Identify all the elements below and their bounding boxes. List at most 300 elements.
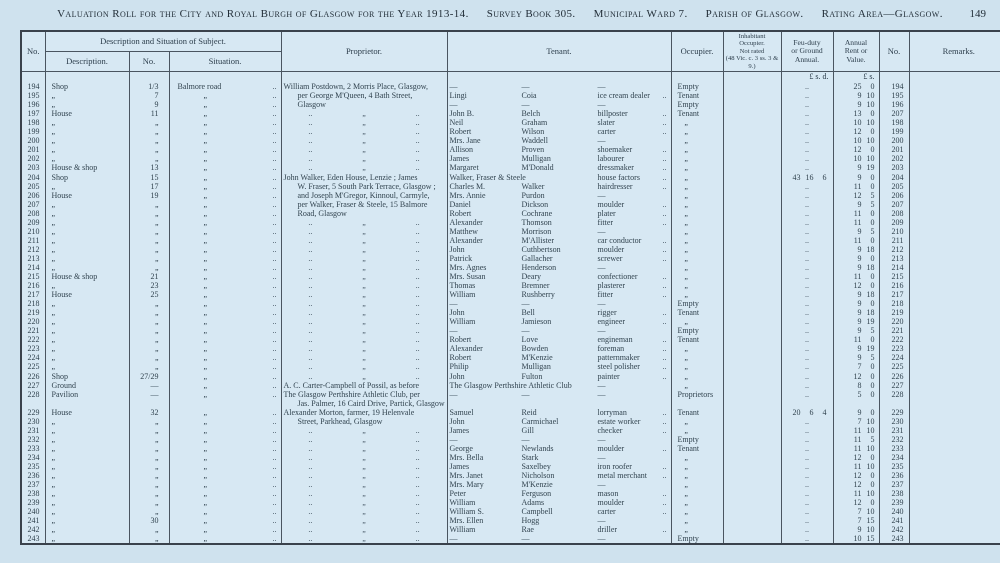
occupier-text: „ bbox=[684, 181, 688, 191]
rent-shillings: 10 bbox=[866, 118, 875, 128]
table-row bbox=[21, 471, 1000, 480]
annual-rent-cell bbox=[833, 236, 879, 245]
row-no-right: 206 bbox=[879, 191, 909, 200]
table-row bbox=[21, 516, 1000, 525]
row-no-right: 233 bbox=[879, 444, 909, 453]
row-no-right: 198 bbox=[879, 118, 909, 127]
tenant-cell bbox=[447, 281, 671, 290]
proprietor-ditto bbox=[284, 272, 445, 281]
tenant-cell bbox=[447, 254, 671, 263]
tenant-cell bbox=[447, 453, 671, 462]
occupier-cell bbox=[671, 236, 723, 245]
row-no: 208 bbox=[21, 209, 45, 218]
street-no-cell: 13 bbox=[129, 163, 169, 172]
feu-duty-cell bbox=[781, 227, 833, 236]
situation-leader-dots: .. bbox=[272, 434, 277, 444]
tenant-occupation: — bbox=[597, 226, 606, 236]
rent-pounds: 9 bbox=[857, 100, 862, 110]
occupier-text: „ bbox=[684, 362, 688, 372]
tenant-cell bbox=[447, 145, 671, 154]
row-no-right: 208 bbox=[879, 209, 909, 218]
title-ward: Municipal Ward 7. bbox=[593, 8, 688, 20]
street-no-cell: „ bbox=[129, 462, 169, 471]
row-no: 212 bbox=[21, 245, 45, 254]
row-no-right: 218 bbox=[879, 299, 909, 308]
street-no-cell: „ bbox=[129, 435, 169, 444]
description-cell: „ bbox=[45, 299, 129, 308]
table-row bbox=[21, 381, 1000, 390]
tenant-surname: Rae bbox=[521, 525, 534, 535]
tenant-surname: Bowden bbox=[521, 344, 549, 354]
situation-text: „ bbox=[203, 235, 208, 245]
remarks-cell bbox=[909, 236, 1000, 245]
proprietor-cell bbox=[281, 91, 447, 100]
description-cell: „ bbox=[45, 471, 129, 480]
situation-leader-dots: .. bbox=[272, 299, 277, 309]
situation-cell bbox=[169, 182, 281, 191]
ditto-dots: .. bbox=[415, 118, 420, 128]
proprietor-ditto bbox=[284, 154, 445, 163]
ditto-dots: .. bbox=[308, 507, 313, 517]
row-no: 207 bbox=[21, 200, 45, 209]
ditto-mark: „ bbox=[362, 145, 366, 155]
tenant-occupation: screwer bbox=[597, 253, 623, 263]
situation-text: „ bbox=[203, 489, 208, 499]
row-no-right: 210 bbox=[879, 227, 909, 236]
situation-cell bbox=[169, 426, 281, 435]
rent-shillings: 0 bbox=[870, 299, 875, 309]
table-row bbox=[21, 489, 1000, 498]
tenant-first-name: James bbox=[449, 462, 470, 471]
row-no-right: 219 bbox=[879, 308, 909, 317]
row-no: 206 bbox=[21, 191, 45, 200]
tenant-first-name: — bbox=[449, 326, 458, 336]
tenant-occupation: metal merchant bbox=[597, 471, 648, 481]
ditto-dots: .. bbox=[308, 154, 313, 164]
tenant-surname: Stark bbox=[521, 452, 539, 462]
annual-rent-cell bbox=[833, 480, 879, 489]
ditto-mark: „ bbox=[362, 118, 366, 128]
situation-leader-dots: .. bbox=[272, 235, 277, 245]
ditto-dots: .. bbox=[308, 226, 313, 236]
street-no-cell: „ bbox=[129, 218, 169, 227]
occupier-cell bbox=[671, 163, 723, 172]
proprietor-line: A. C. Carter-Campbell of Possil, as before bbox=[283, 380, 420, 390]
proprietor-ditto bbox=[284, 317, 445, 326]
tenant-cell bbox=[447, 462, 671, 471]
proprietor-cell bbox=[281, 236, 447, 245]
tenant-surname: Cuthbertson bbox=[521, 244, 561, 254]
situation-leader-dots: .. bbox=[272, 344, 277, 354]
feu-duty-cell bbox=[781, 145, 833, 154]
situation-cell bbox=[169, 191, 281, 200]
occupier-text: „ bbox=[684, 498, 688, 508]
rent-shillings: 0 bbox=[870, 389, 875, 399]
rent-shillings: 18 bbox=[866, 244, 875, 254]
occupier-cell bbox=[671, 245, 723, 254]
rent-shillings: 0 bbox=[870, 253, 875, 263]
table-row bbox=[21, 245, 1000, 254]
tenant-cell bbox=[447, 245, 671, 254]
remarks-cell bbox=[909, 435, 1000, 444]
situation-leader-dots: .. bbox=[272, 217, 277, 227]
ditto-dots: .. bbox=[308, 109, 313, 119]
tenant-surname: Walker bbox=[521, 181, 545, 191]
tenant-surname: M'Donald bbox=[521, 163, 554, 173]
rent-shillings: 5 bbox=[870, 226, 875, 236]
description-cell: „ bbox=[45, 91, 129, 100]
feu-duty-cell bbox=[781, 109, 833, 118]
table-row bbox=[21, 263, 1000, 272]
description-cell: „ bbox=[45, 281, 129, 290]
remarks-cell bbox=[909, 136, 1000, 145]
rent-pounds: 11 bbox=[853, 208, 862, 218]
table-row bbox=[21, 163, 1000, 172]
feu-duty-cell bbox=[781, 299, 833, 308]
table-row bbox=[21, 236, 1000, 245]
street-no-cell: 15 bbox=[129, 173, 169, 182]
remarks-cell bbox=[909, 489, 1000, 498]
row-no: 243 bbox=[21, 534, 45, 544]
description-cell: „ bbox=[45, 145, 129, 154]
remarks-cell bbox=[909, 353, 1000, 362]
tenant-cell bbox=[447, 100, 671, 109]
feu-duty-cell bbox=[781, 344, 833, 353]
remarks-cell bbox=[909, 263, 1000, 272]
situation-text: „ bbox=[203, 253, 208, 263]
feu-duty-cell bbox=[781, 308, 833, 317]
inhabitant-occupier-cell bbox=[723, 353, 781, 362]
proprietor-ditto bbox=[284, 353, 445, 362]
row-no: 196 bbox=[21, 100, 45, 109]
table-row bbox=[21, 154, 1000, 163]
tenant-first-name: John B. bbox=[449, 109, 474, 119]
row-no-right: 243 bbox=[879, 534, 909, 544]
tenant-leader-dots: .. bbox=[662, 281, 667, 291]
tenant-cell bbox=[447, 408, 671, 417]
feu-empty-dots: .. bbox=[805, 471, 809, 481]
row-no: 225 bbox=[21, 362, 45, 371]
street-no-cell: „ bbox=[129, 136, 169, 145]
row-no-right: 232 bbox=[879, 435, 909, 444]
tenant-first-name: Neil bbox=[449, 118, 464, 128]
street-no-cell: 1/3 bbox=[129, 82, 169, 91]
tenant-leader-dots: .. bbox=[662, 525, 667, 535]
description-cell: „ bbox=[45, 335, 129, 344]
feu-empty-dots: .. bbox=[805, 91, 809, 101]
tenant-surname: Love bbox=[521, 335, 538, 345]
ditto-mark: „ bbox=[362, 281, 366, 291]
rent-pounds: 12 bbox=[853, 127, 862, 137]
rent-shillings: 10 bbox=[866, 416, 875, 426]
inhabitant-occupier-cell bbox=[723, 426, 781, 435]
description-cell: Shop bbox=[45, 372, 129, 381]
inhabitant-occupier-cell bbox=[723, 263, 781, 272]
table-row bbox=[21, 82, 1000, 91]
tenant-first-name: Peter bbox=[449, 489, 466, 499]
row-no-right: 194 bbox=[879, 82, 909, 91]
feu-duty-cell bbox=[781, 525, 833, 534]
rent-pounds: 10 bbox=[853, 136, 862, 146]
situation-text: „ bbox=[203, 299, 208, 309]
rent-pounds: 9 bbox=[857, 226, 862, 236]
row-no-right: 239 bbox=[879, 498, 909, 507]
tenant-leader-dots: .. bbox=[662, 353, 667, 363]
occupier-cell bbox=[671, 353, 723, 362]
description-cell: House bbox=[45, 191, 129, 200]
proprietor-ditto bbox=[284, 344, 445, 353]
ditto-dots: .. bbox=[415, 290, 420, 300]
row-no-right: 242 bbox=[879, 525, 909, 534]
row-no: 215 bbox=[21, 272, 45, 281]
tenant-cell bbox=[447, 326, 671, 335]
feu-duty-cell bbox=[781, 534, 833, 544]
tenant-occupation: — bbox=[597, 452, 606, 462]
occupier-cell bbox=[671, 308, 723, 317]
ditto-mark: „ bbox=[362, 471, 366, 481]
street-no-cell: 32 bbox=[129, 408, 169, 417]
feu-empty-dots: .. bbox=[805, 434, 809, 444]
tenant-occupation: moulder bbox=[597, 244, 625, 254]
description-cell: „ bbox=[45, 317, 129, 326]
tenant-first-name: Alexander bbox=[449, 235, 483, 245]
ditto-dots: .. bbox=[308, 489, 313, 499]
row-no: 233 bbox=[21, 444, 45, 453]
inhabitant-occupier-cell bbox=[723, 281, 781, 290]
tenant-occupation: steel polisher bbox=[597, 362, 640, 372]
description-cell: „ bbox=[45, 308, 129, 317]
row-no: 239 bbox=[21, 498, 45, 507]
ditto-dots: .. bbox=[308, 145, 313, 155]
remarks-cell bbox=[909, 227, 1000, 236]
situation-leader-dots: .. bbox=[272, 362, 277, 372]
occupier-text: „ bbox=[684, 480, 688, 490]
feu-currency-label: £ s. d. bbox=[781, 72, 833, 83]
annual-rent-cell bbox=[833, 489, 879, 498]
proprietor-cell bbox=[281, 173, 447, 182]
tenant-cell bbox=[447, 480, 671, 489]
proprietor-cell bbox=[281, 516, 447, 525]
street-no-cell: „ bbox=[129, 263, 169, 272]
tenant-occupation: — bbox=[597, 516, 606, 526]
occupier-cell bbox=[671, 209, 723, 218]
proprietor-cell bbox=[281, 534, 447, 544]
rent-shillings: 0 bbox=[870, 471, 875, 481]
rent-shillings: 0 bbox=[870, 82, 875, 92]
proprietor-line: per George M'Queen, 4 Bath Street, bbox=[297, 91, 413, 101]
situation-leader-dots: .. bbox=[272, 380, 277, 390]
ditto-dots: .. bbox=[415, 425, 420, 435]
col-header-proprietor: Proprietor. bbox=[281, 31, 447, 72]
ditto-dots: .. bbox=[415, 507, 420, 517]
description-cell: „ bbox=[45, 353, 129, 362]
tenant-leader-dots: .. bbox=[662, 471, 667, 481]
tenant-cell bbox=[447, 82, 671, 91]
description-cell: „ bbox=[45, 507, 129, 516]
remarks-cell bbox=[909, 480, 1000, 489]
ditto-mark: „ bbox=[362, 335, 366, 345]
situation-cell bbox=[169, 290, 281, 299]
situation-leader-dots: .. bbox=[272, 91, 277, 101]
description-cell: „ bbox=[45, 344, 129, 353]
situation-text: „ bbox=[203, 181, 208, 191]
description-cell: „ bbox=[45, 444, 129, 453]
tenant-first-name: Robert bbox=[449, 208, 472, 218]
street-no-cell: „ bbox=[129, 245, 169, 254]
annual-rent-cell bbox=[833, 272, 879, 281]
annual-rent-cell bbox=[833, 390, 879, 408]
rent-pounds: 9 bbox=[857, 172, 862, 182]
ditto-dots: .. bbox=[308, 299, 313, 309]
inhabitant-occupier-cell bbox=[723, 109, 781, 118]
proprietor-cell bbox=[281, 335, 447, 344]
row-no-right: 241 bbox=[879, 516, 909, 525]
row-no-right: 229 bbox=[879, 408, 909, 417]
description-cell: „ bbox=[45, 489, 129, 498]
remarks-cell bbox=[909, 326, 1000, 335]
remarks-cell bbox=[909, 154, 1000, 163]
ditto-mark: „ bbox=[362, 109, 366, 119]
row-no-right: 195 bbox=[879, 91, 909, 100]
tenant-cell bbox=[447, 353, 671, 362]
ditto-dots: .. bbox=[308, 244, 313, 254]
row-no: 223 bbox=[21, 344, 45, 353]
description-cell: House & shop bbox=[45, 272, 129, 281]
occupier-cell bbox=[671, 344, 723, 353]
occupier-text: „ bbox=[684, 244, 688, 254]
remarks-cell bbox=[909, 417, 1000, 426]
occupier-cell bbox=[671, 390, 723, 408]
remarks-cell bbox=[909, 498, 1000, 507]
tenant-first-name: — bbox=[449, 434, 458, 444]
situation-cell bbox=[169, 381, 281, 390]
row-no: 197 bbox=[21, 109, 45, 118]
occupier-cell bbox=[671, 372, 723, 381]
tenant-surname: Saxelbey bbox=[521, 462, 551, 471]
ditto-mark: „ bbox=[362, 371, 366, 381]
annual-rent-cell bbox=[833, 109, 879, 118]
tenant-surname: Nicholson bbox=[521, 471, 555, 481]
remarks-cell bbox=[909, 317, 1000, 326]
description-cell: „ bbox=[45, 417, 129, 426]
feu-empty-dots: .. bbox=[805, 244, 809, 254]
feu-empty-dots: .. bbox=[805, 498, 809, 508]
rent-shillings: 10 bbox=[866, 489, 875, 499]
annual-rent-cell bbox=[833, 507, 879, 516]
annual-rent-cell bbox=[833, 435, 879, 444]
inhabitant-occupier-cell bbox=[723, 335, 781, 344]
ditto-mark: „ bbox=[362, 353, 366, 363]
situation-leader-dots: .. bbox=[272, 389, 277, 399]
proprietor-cell bbox=[281, 408, 447, 417]
tenant-first-name: Alexander bbox=[449, 344, 483, 354]
feu-duty-cell bbox=[781, 118, 833, 127]
occupier-text: „ bbox=[684, 172, 688, 182]
ditto-dots: .. bbox=[308, 344, 313, 354]
situation-text: „ bbox=[203, 272, 208, 282]
proprietor-ditto bbox=[284, 444, 445, 453]
feu-duty-cell bbox=[781, 489, 833, 498]
street-no-cell: — bbox=[129, 390, 169, 408]
description-cell: „ bbox=[45, 263, 129, 272]
row-no-right: 196 bbox=[879, 100, 909, 109]
situation-cell bbox=[169, 254, 281, 263]
annual-rent-cell bbox=[833, 525, 879, 534]
remarks-cell bbox=[909, 372, 1000, 381]
rent-pounds: 11 bbox=[853, 462, 862, 471]
tenant-leader-dots: .. bbox=[662, 217, 667, 227]
row-no: 236 bbox=[21, 471, 45, 480]
occupier-cell bbox=[671, 471, 723, 480]
rent-shillings: 0 bbox=[870, 407, 875, 417]
occupier-text: „ bbox=[684, 145, 688, 155]
tenant-surname: Belch bbox=[521, 109, 541, 119]
remarks-cell bbox=[909, 308, 1000, 317]
street-no-cell: „ bbox=[129, 426, 169, 435]
feu-empty-dots: .. bbox=[805, 154, 809, 164]
remarks-cell bbox=[909, 145, 1000, 154]
situation-leader-dots: .. bbox=[272, 100, 277, 110]
ditto-mark: „ bbox=[362, 154, 366, 164]
proprietor-cell bbox=[281, 426, 447, 435]
feu-empty-dots: .. bbox=[805, 190, 809, 200]
proprietor-cell bbox=[281, 154, 447, 163]
table-row bbox=[21, 200, 1000, 209]
row-no: 216 bbox=[21, 281, 45, 290]
ditto-dots: .. bbox=[308, 534, 313, 544]
proprietor-ditto bbox=[284, 308, 445, 317]
ditto-dots: .. bbox=[308, 127, 313, 137]
ditto-mark: „ bbox=[362, 127, 366, 137]
feu-duty-cell bbox=[781, 82, 833, 91]
tenant-surname: Campbell bbox=[521, 507, 553, 517]
table-row bbox=[21, 372, 1000, 381]
annual-rent-cell bbox=[833, 362, 879, 371]
feu-duty-cell bbox=[781, 100, 833, 109]
feu-empty-dots: .. bbox=[805, 82, 809, 92]
tenant-first-name: — bbox=[449, 299, 458, 309]
tenant-occupation: — bbox=[597, 100, 606, 110]
situation-cell bbox=[169, 525, 281, 534]
occupier-cell bbox=[671, 82, 723, 91]
col-header-remarks: Remarks. bbox=[909, 31, 1000, 72]
situation-text: „ bbox=[203, 335, 208, 345]
remarks-cell bbox=[909, 290, 1000, 299]
tenant-occupation: — bbox=[597, 534, 606, 544]
table-row bbox=[21, 390, 1000, 408]
proprietor-ditto bbox=[284, 335, 445, 344]
description-cell: House & shop bbox=[45, 163, 129, 172]
rent-shillings: 0 bbox=[870, 362, 875, 372]
proprietor-ditto bbox=[284, 227, 445, 236]
rent-pounds: 11 bbox=[853, 425, 862, 435]
annual-rent-cell bbox=[833, 227, 879, 236]
situation-leader-dots: .. bbox=[272, 443, 277, 453]
ditto-mark: „ bbox=[362, 217, 366, 227]
tenant-occupation: house factors bbox=[597, 172, 640, 182]
ditto-dots: .. bbox=[308, 480, 313, 490]
situation-text: „ bbox=[203, 308, 208, 318]
situation-text: „ bbox=[203, 416, 208, 426]
annual-rent-cell bbox=[833, 326, 879, 335]
table-row bbox=[21, 435, 1000, 444]
feu-duty-cell bbox=[781, 444, 833, 453]
rent-pounds: 12 bbox=[853, 145, 862, 155]
ditto-dots: .. bbox=[415, 362, 420, 372]
tenant-first-name: Robert bbox=[449, 127, 472, 137]
rent-pounds: 9 bbox=[857, 91, 862, 101]
feu-duty-cell bbox=[781, 254, 833, 263]
